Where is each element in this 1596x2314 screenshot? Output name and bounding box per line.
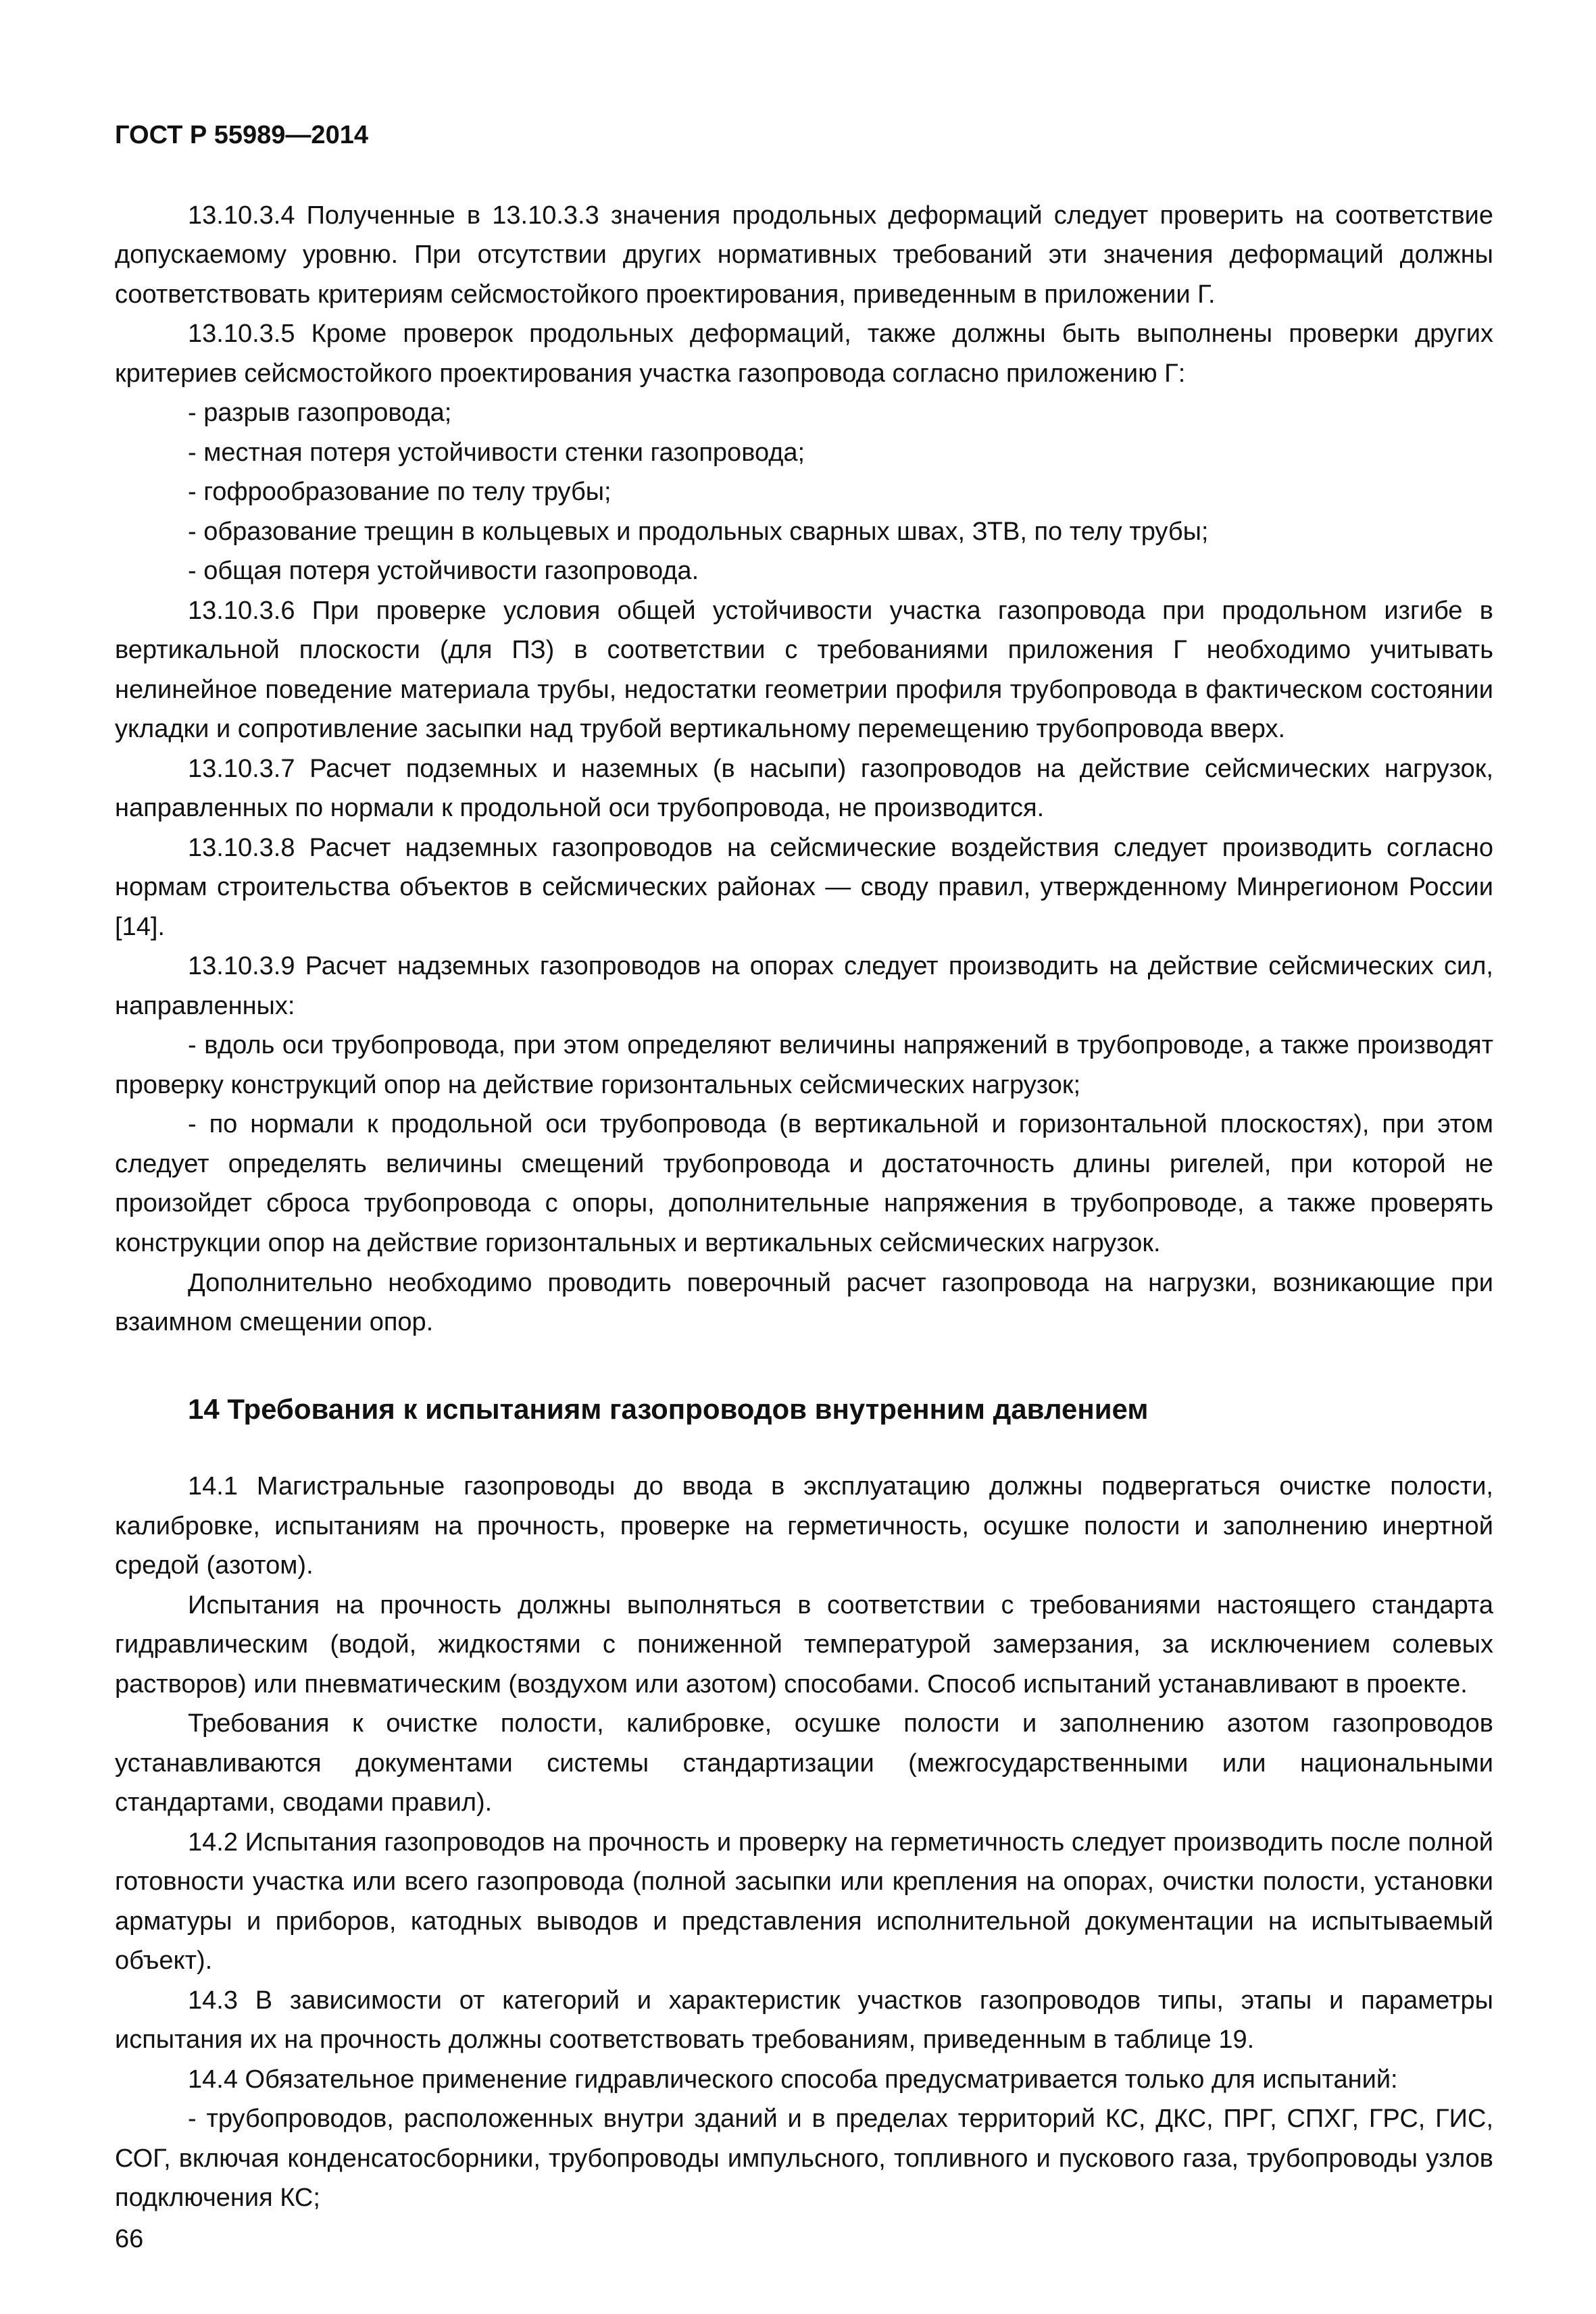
list-item: - общая потеря устойчивости газопровода. bbox=[188, 557, 699, 586]
list-item: - вдоль оси трубопровода, при этом определяют величины напряжений в трубопроводе, а также производят проверку конструкций опор на действие горизонтальных сейсмических нагрузок; bbox=[115, 1031, 1493, 1099]
paragraph-13-10-3-7: 13.10.3.7 Расчет подземных и наземных (в насыпи) газопроводов на действие сейсмических нагрузок, направленных по нормали к продольной оси трубопровода, не производится. bbox=[115, 754, 1493, 823]
section-14-heading: 14 Требования к испытаниям газопроводов внутренним давлением bbox=[188, 1392, 1149, 1425]
paragraph-13-10-3-4: 13.10.3.4 Полученные в 13.10.3.3 значения продольных деформаций следует проверить на соответствие допускаемому уровню. При отсутствии других нормативных требований эти значения деформаций должны соответствовать критериям сейсмостойкого проектирования, приведенным в приложении Г. bbox=[115, 201, 1493, 309]
document-number-header: ГОСТ Р 55989—2014 bbox=[115, 121, 368, 149]
list-item: - по нормали к продольной оси трубопровода (в вертикальной и горизонтальной плоскостях), при этом следует определять величины смещений трубопровода и достаточность длины ригелей, при которой не произойдет сброса трубопровода с опоры, дополнительные напряжения в трубопроводе, а также проверять конструкции опор на действие горизонтальных и вертикальных сейсмических нагрузок. bbox=[115, 1110, 1493, 1257]
list-item: - местная потеря устойчивости стенки газопровода; bbox=[188, 438, 805, 467]
paragraph-14-1-continuation: Испытания на прочность должны выполняться в соответствии с требованиями настоящего стандарта гидравлическим (водой, жидкостями с пониженной температурой замерзания, за исключением солевых растворов) или пневматическим (воздухом или азотом) способами. Способ испытаний устанавливают в проекте. bbox=[115, 1590, 1493, 1699]
paragraph-13-10-3-8: 13.10.3.8 Расчет надземных газопроводов на сейсмические воздействия следует производить согласно нормам строительства объектов в сейсмических районах — своду правил, утвержденному Минрегионом России [14]. bbox=[115, 833, 1493, 941]
list-item: - трубопроводов, расположенных внутри зданий и в пределах территорий КС, ДКС, ПРГ, СПХГ, ГРС, ГИС, СОГ, включая конденсатосборники, трубопроводы импульсного, топливного и пускового газа, трубопроводы узлов подключения КС; bbox=[115, 2105, 1493, 2213]
paragraph-13-10-3-9: 13.10.3.9 Расчет надземных газопроводов на опорах следует производить на действие сейсмических сил, направленных: bbox=[115, 952, 1493, 1020]
paragraph-additional-check: Дополнительно необходимо проводить поверочный расчет газопровода на нагрузки, возникающие при взаимном смещении опор. bbox=[115, 1268, 1493, 1337]
paragraph-14-4: 14.4 Обязательное применение гидравлического способа предусматривается только для испытаний: bbox=[188, 2065, 1398, 2094]
list-item: - образование трещин в кольцевых и продольных сварных швах, ЗТВ, по телу трубы; bbox=[188, 517, 1209, 546]
paragraph-14-1-continuation: Требования к очистке полости, калибровке, осушке полости и заполнению азотом газопроводов устанавливаются документами системы стандартизации (межгосударственными или национальными стандартами, сводами правил). bbox=[115, 1709, 1493, 1817]
paragraph-14-1: 14.1 Магистральные газопроводы до ввода в эксплуатацию должны подвергаться очистке полости, калибровке, испытаниям на прочность, проверке на герметичность, осушке полости и заполнению инертной средой (азотом). bbox=[115, 1472, 1493, 1580]
paragraph-13-10-3-6: 13.10.3.6 При проверке условия общей устойчивости участка газопровода при продольном изгибе в вертикальной плоскости (для ПЗ) в соответствии с требованиями приложения Г необходимо учитывать нелинейное поведение материала трубы, недостатки геометрии профиля трубопровода в фактическом состоянии укладки и сопротивление засыпки над трубой вертикальному перемещению трубопровода вверх. bbox=[115, 596, 1493, 744]
paragraph-13-10-3-5: 13.10.3.5 Кроме проверок продольных деформаций, также должны быть выполнены проверки других критериев сейсмостойкого проектирования участка газопровода согласно приложению Г: bbox=[115, 320, 1493, 388]
list-item: - разрыв газопровода; bbox=[188, 399, 452, 428]
page-number: 66 bbox=[115, 2225, 144, 2253]
paragraph-14-2: 14.2 Испытания газопроводов на прочность и проверку на герметичность следует производить после полной готовности участка или всего газопровода (полной засыпки или крепления на опорах, очистки полости, установки арматуры и приборов, катодных выводов и представления исполнительной документации на испытываемый объект). bbox=[115, 1828, 1493, 1976]
list-item: - гофрообразование по телу трубы; bbox=[188, 478, 612, 507]
paragraph-14-3: 14.3 В зависимости от категорий и характеристик участков газопроводов типы, этапы и параметры испытания их на прочность должны соответствовать требованиям, приведенным в таблице 19. bbox=[115, 1986, 1493, 2055]
